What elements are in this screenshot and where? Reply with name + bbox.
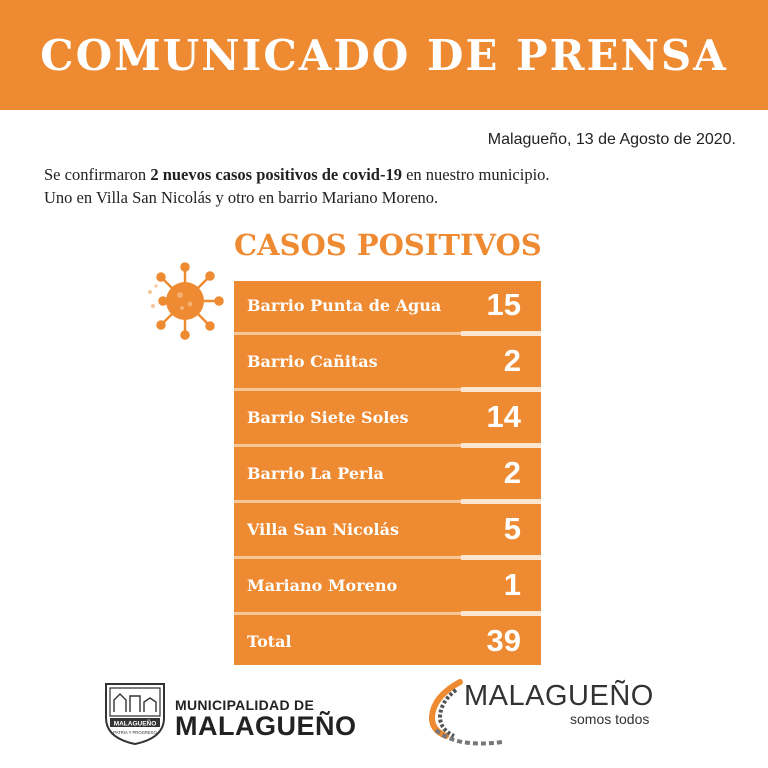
total-row [234,617,541,665]
table-row [234,281,541,329]
crest-icon [100,678,170,746]
crest-motto: PATRIA Y PROGRESO [113,730,157,735]
row-count: 2 [503,343,521,378]
intro-text-2: en nuestro municipio. [401,165,550,184]
row-separator [234,497,541,505]
intro-bold: 2 nuevos casos positivos de covid-19 [150,165,402,184]
table-row [234,449,541,497]
row-count: 14 [486,399,521,434]
row-name: Barrio Siete Soles [247,407,409,427]
row-count: 15 [486,287,521,322]
row-separator [234,441,541,449]
row-name: Mariano Moreno [247,575,398,595]
row-separator [234,553,541,561]
header-banner [0,0,768,110]
row-count: 1 [503,567,521,602]
table-row [234,561,541,609]
cases-title: CASOS POSITIVOS [234,228,542,262]
table-row [234,505,541,553]
row-count: 2 [503,455,521,490]
intro-line-1 [44,163,734,186]
row-separator [234,385,541,393]
brand-logo [426,670,676,750]
intro-line-2: Uno en Villa San Nicolás y otro en barrio Mariano Moreno. [44,188,439,207]
brand-slogan: somos todos [570,711,650,727]
municipality-name: MALAGUEÑO [175,711,357,741]
row-name: Barrio Punta de Agua [247,295,442,315]
municipality-logo [100,678,372,748]
cases-table [234,281,541,665]
row-separator [234,609,541,617]
virus-icon [146,262,224,340]
municipality-label: MUNICIPALIDAD DE [175,697,315,713]
total-label: Total [247,631,292,651]
total-count: 39 [486,623,521,658]
crest-text: MALAGUEÑO [113,720,157,728]
intro-paragraph [44,163,734,209]
intro-text-1: Se confirmaron [44,165,151,184]
table-row [234,393,541,441]
date-line: Malagueño, 13 de Agosto de 2020. [487,131,736,148]
row-separator [234,329,541,337]
brand-name: MALAGUEÑO [464,680,654,712]
row-count: 5 [503,511,521,546]
row-name: Villa San Nicolás [247,519,399,539]
row-name: Barrio La Perla [247,463,384,483]
page-title: COMUNICADO DE PRENSA [40,30,728,80]
table-row [234,337,541,385]
row-name: Barrio Cañitas [247,351,378,371]
